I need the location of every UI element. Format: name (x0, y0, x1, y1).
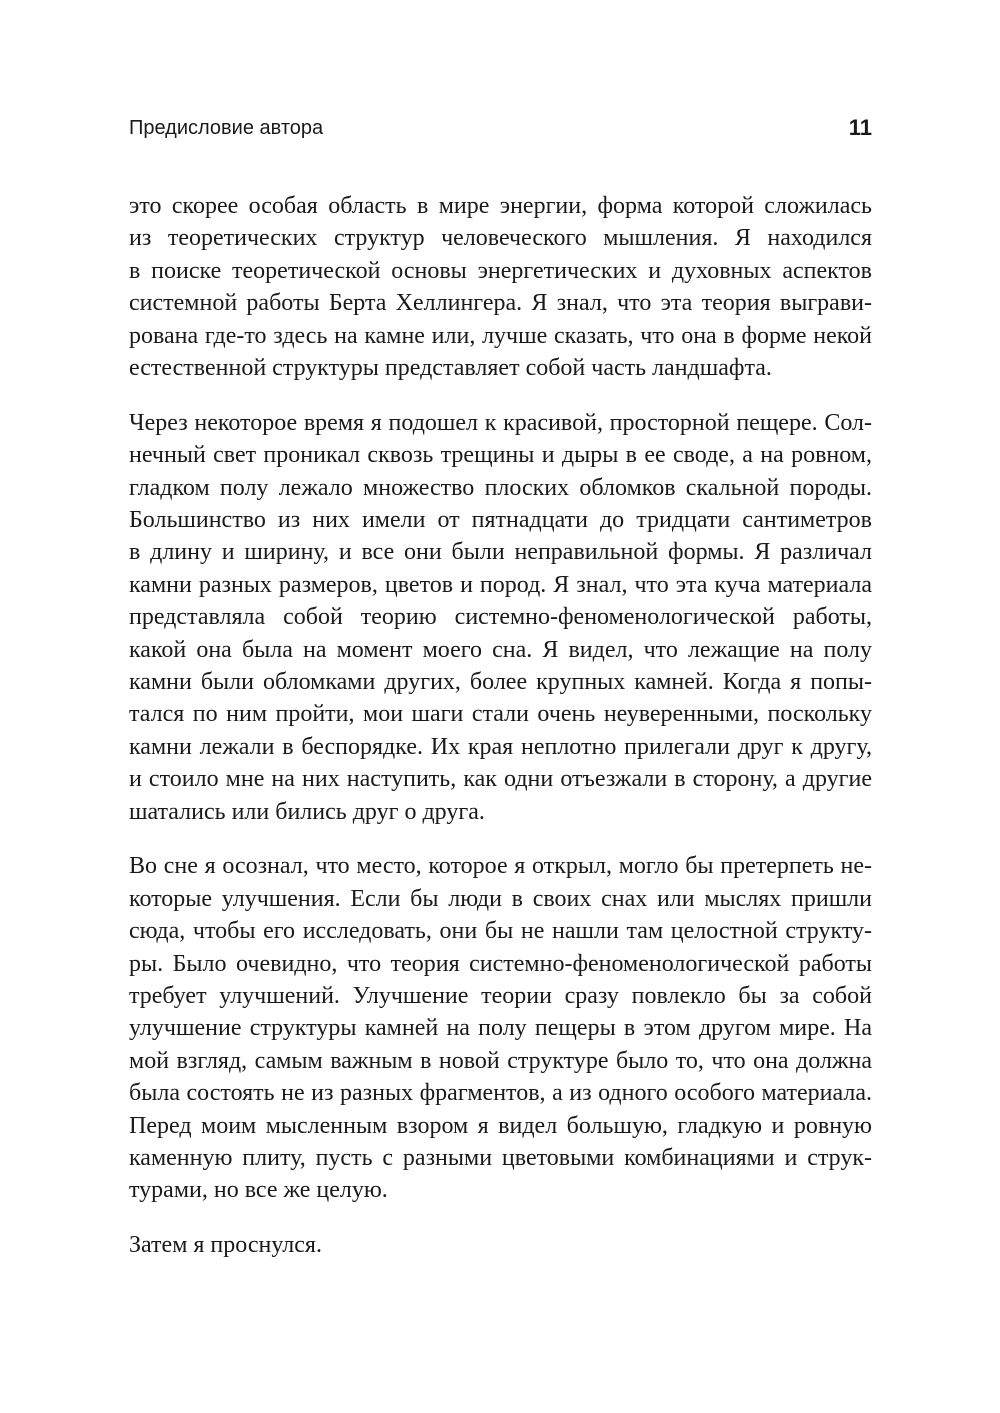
text-line: Через некоторое время я подошел к красивой, просторной пещере. Сол- (129, 409, 872, 436)
text-line: которые улучшения. Если бы люди в своих снах или мыслях пришли (129, 885, 872, 912)
text-line: мой взгляд, самым важным в новой структуре было то, что она должна (129, 1047, 872, 1074)
text-line: Во сне я осознал, что место, которое я открыл, могло бы претерпеть не- (129, 853, 872, 880)
running-head (129, 112, 872, 144)
text-line: и стоило мне на них наступить, как одни отъезжали в сторону, а другие (129, 766, 872, 793)
text-line: сюда, чтобы его исследовать, они бы не нашли там целостной структу- (129, 918, 872, 945)
text-line: тался по ним пройти, мои шаги стали очень неуверенными, поскольку (129, 701, 872, 728)
paragraph-3 (129, 850, 872, 1206)
text-line: требует улучшений. Улучшение теории сразу повлекло бы за собой (129, 982, 872, 1009)
page-number: 11 (848, 115, 872, 140)
text-line: Большинство из них имели от пятнадцати до тридцати сантиметров (129, 507, 872, 534)
paragraph-2 (129, 407, 872, 828)
text-line: Перед моим мысленным взором я видел большую, гладкую и ровную (129, 1112, 872, 1139)
body-text (129, 190, 872, 1262)
text-line: камни лежали в беспорядке. Их края неплотно прилегали друг к другу, (129, 733, 872, 760)
text-line: из теоретических структур человеческого мышления. Я находился (129, 225, 872, 252)
running-title: Предисловие автора (129, 117, 324, 139)
text-line: нечный свет проникал сквозь трещины и дыры в ее своде, а на ровном, (129, 442, 872, 469)
text-line: естественной структуры представляет собой часть ландшафта. (129, 354, 772, 381)
text-line: улучшение структуры камней на полу пещеры в этом другом мире. На (129, 1015, 872, 1042)
text-line: Затем я проснулся. (129, 1232, 322, 1259)
text-line: была состоять не из разных фрагментов, а из одного особого материала. (129, 1080, 872, 1107)
paragraph-1 (129, 190, 872, 384)
text-line: какой она была на момент моего сна. Я видел, что лежащие на полу (129, 636, 872, 663)
text-line: гладком полу лежало множество плоских обломков скальной породы. (129, 474, 872, 501)
text-line: это скорее особая область в мире энергии, форма которой сложилась (129, 193, 872, 219)
text-line: камни были обломками других, более крупных камней. Когда я попы- (129, 668, 872, 695)
paragraph-4 (129, 1229, 872, 1261)
text-line: камни разных размеров, цветов и пород. Я знал, что эта куча материала (129, 571, 872, 598)
text-line: каменную плиту, пусть с разными цветовыми комбинациями и струк- (129, 1144, 872, 1171)
text-line: системной работы Берта Хеллингера. Я знал, что эта теория выграви- (129, 290, 872, 317)
text-line: в длину и ширину, и все они были неправильной формы. Я различал (129, 539, 872, 566)
text-line: шатались или бились друг о друга. (129, 798, 485, 825)
text-line: турами, но все же целую. (129, 1177, 388, 1204)
text-line: ры. Было очевидно, что теория системно-феноменологической работы (129, 950, 872, 977)
text-line: рована где-то здесь на камне или, лучше сказать, что она в форме некой (129, 322, 872, 349)
text-line: представляла собой теорию системно-феноменологической работы, (129, 604, 872, 631)
text-line: в поиске теоретической основы энергетических и духовных аспектов (129, 257, 872, 284)
